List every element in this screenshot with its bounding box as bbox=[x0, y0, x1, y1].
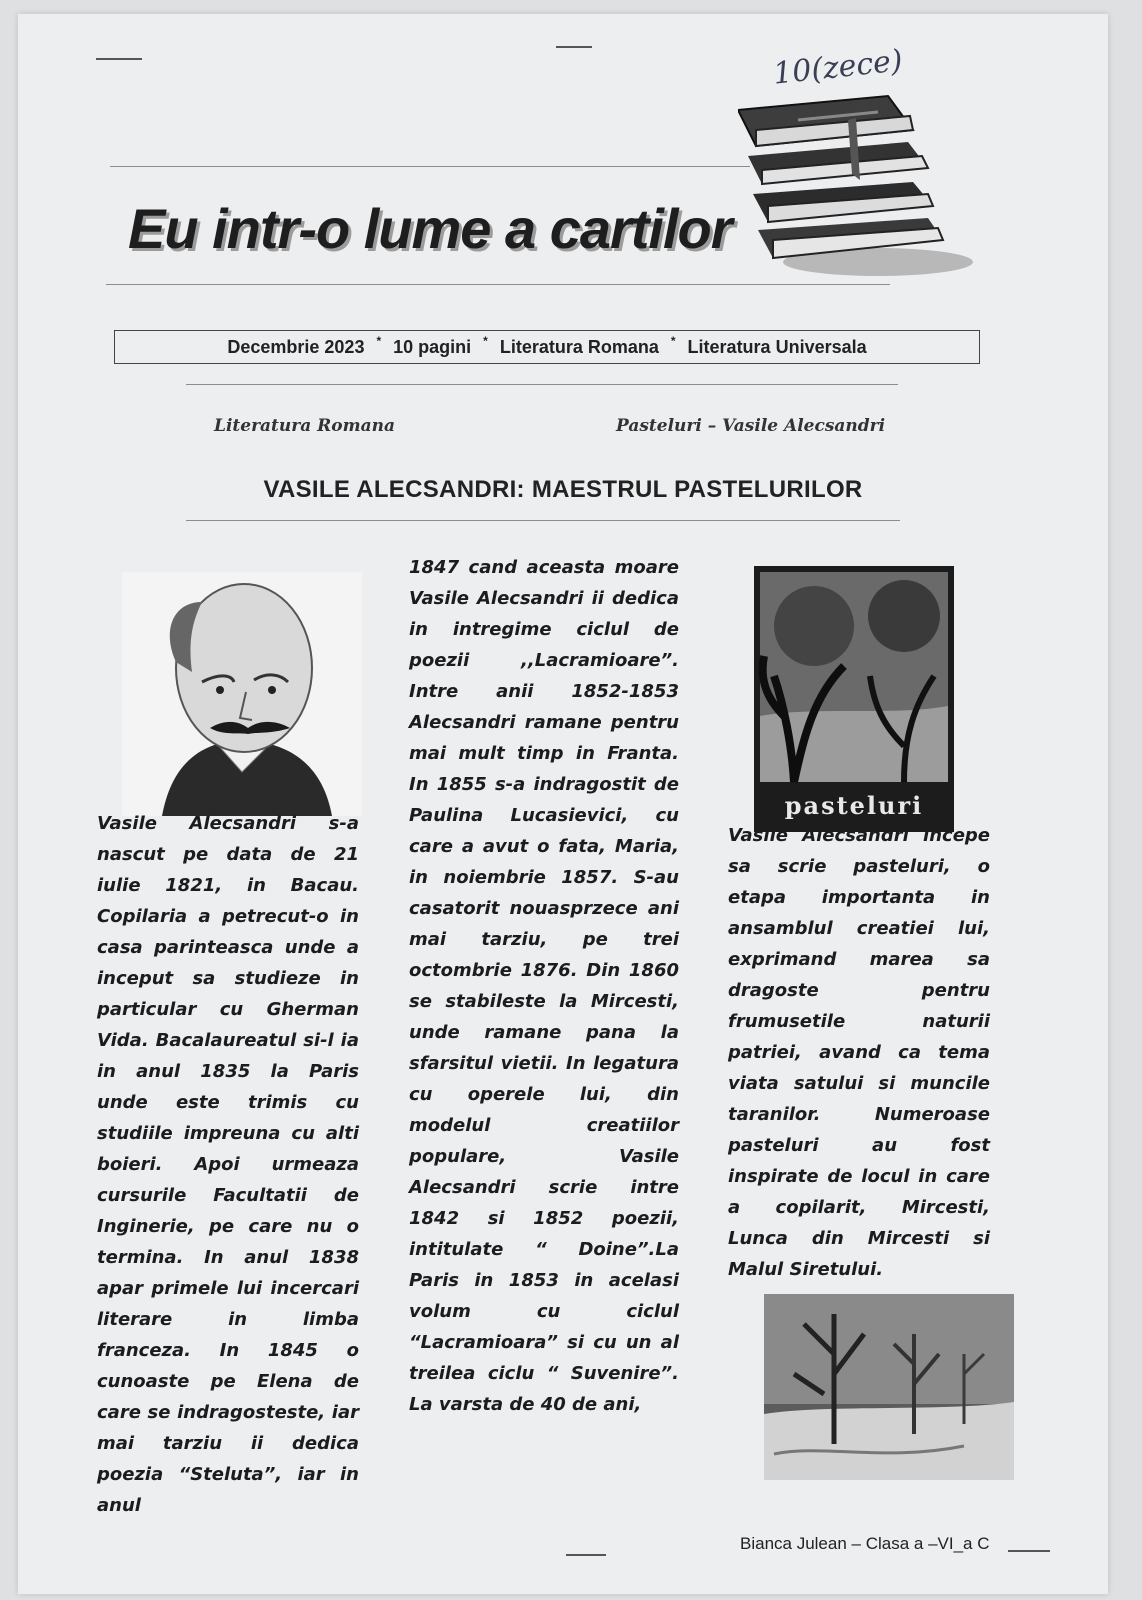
article-column-right: Vasile Alecsandri incepe sa scrie pasteluri, o etapa importanta in ansamblul creatiei lui, exprimand marea sa dragoste pentru frumusetile naturii patriei, avand ca tema viata satului si muncile taranilor. Numeroase pasteluri au fost inspirate de locul in care a copilarit, Mircesti, Lunca din Mircesti si Malul Siretului. bbox=[728, 825, 990, 1280]
issue-section-2: Literatura Universala bbox=[687, 336, 867, 357]
pasteluri-book-cover bbox=[754, 566, 954, 832]
newsletter-page bbox=[18, 14, 1108, 1594]
headline-rule bbox=[186, 520, 900, 521]
newsletter-title: Eu intr-o lume a cartilor bbox=[128, 197, 732, 260]
section-topic: Pasteluri – Vasile Alecsandri bbox=[616, 416, 886, 436]
book-cover-caption: pasteluri bbox=[784, 791, 924, 820]
winter-landscape-image bbox=[764, 1294, 1014, 1480]
books-stack-illustration bbox=[738, 90, 978, 280]
info-separator: * bbox=[483, 334, 488, 348]
issue-section-1: Literatura Romana bbox=[499, 336, 659, 357]
article-headline: VASILE ALECSANDRI: MAESTRUL PASTELURILOR bbox=[263, 476, 863, 503]
handwritten-grade: 10(zece) bbox=[771, 43, 905, 92]
pen-mark bbox=[96, 58, 142, 60]
issue-pages: 10 pagini bbox=[393, 336, 472, 357]
header-rule-bottom bbox=[106, 284, 890, 285]
author-footer: Bianca Julean – Clasa a –VI_a C bbox=[740, 1534, 990, 1553]
issue-info-bar bbox=[114, 330, 980, 364]
pen-mark bbox=[556, 46, 592, 48]
pen-mark bbox=[566, 1554, 606, 1556]
header-rule-top bbox=[110, 166, 750, 167]
article-column-middle: 1847 cand aceasta moare Vasile Alecsandri ii dedica in intregime ciclul de poezii ,,Lacramioare”. Intre anii 1852-1853 Alecsandri ramane pentru mai mult timp in Franta. In 1855 s-a indragostit de Paulina Lucasievici, cu care a avut o fata, Maria, in noiembrie 1857. S-au casatorit nouasprzece ani mai tarziu, pe trei octombrie 1876. Din 1860 se stabileste la Mircesti, unde ramane pana la sfarsitul vietii. In legatura cu operele lui, din modelul creatiilor populare, Vasile Alecsandri scrie intre 1842 si 1852 poezii, intitulate “ Doine”.La Paris in 1853 in acelasi volum cu ciclul “Lacramioara” si cu un al treilea ciclu “ Suvenire”. La varsta de 40 de ani, bbox=[409, 557, 679, 1415]
article-column-left: Vasile Alecsandri s-a nascut pe data de 21 iulie 1821, in Bacau. Copilaria a petrecut-o in casa parinteasca unde a inceput sa studieze in particular cu Gherman Vida. Bacalaureatul si-l ia in anul 1835 la Paris unde este trimis cu studiile impreuna cu alti boieri. Apoi urmeaza cursurile Facultatii de Inginerie, pe care nu o termina. In anul 1838 apar primele lui incercari literare in limba franceza. In 1845 o cunoaste pe Elena de care se indragosteste, iar mai tarziu ii dedica poezia “Steluta”, iar in anul bbox=[97, 813, 359, 1516]
portrait-image bbox=[122, 572, 362, 816]
info-separator: * bbox=[376, 334, 382, 348]
info-separator: * bbox=[670, 334, 676, 348]
pen-mark bbox=[1008, 1550, 1050, 1552]
divider-rule bbox=[186, 384, 898, 385]
section-label: Literatura Romana bbox=[214, 416, 395, 436]
issue-date: Decembrie 2023 bbox=[227, 336, 365, 357]
